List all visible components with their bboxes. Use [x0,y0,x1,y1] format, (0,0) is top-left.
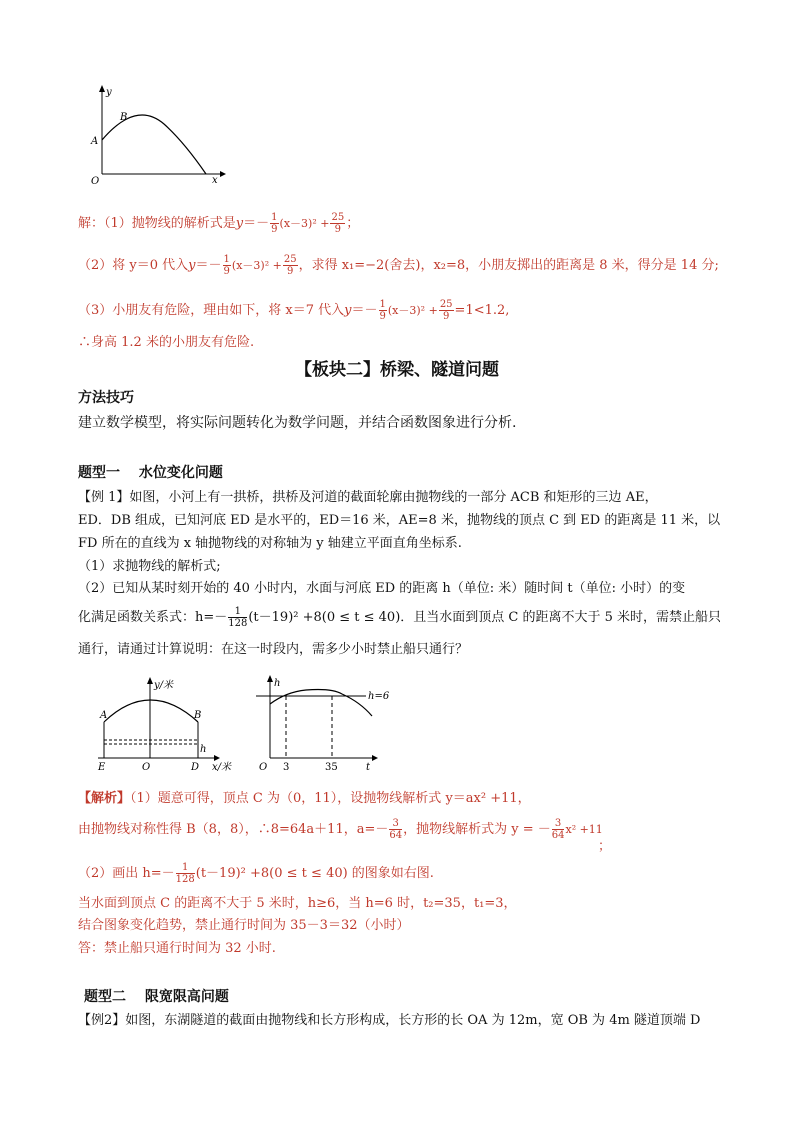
example1-line-3: FD 所在的直线为 x 轴抛物线的对称轴为 y 轴建立平面直角坐标系. [78,536,462,551]
type1-heading: 题型一 水位变化问题 [78,465,223,481]
tick-35-label: 35 [325,762,338,773]
h-axis-label: h [274,678,281,689]
y-axis-arrow [99,85,105,92]
method-body: 建立数学模型，将实际问题转化为数学问题，并结合函数图象进行分析. [78,415,517,431]
graph-parabola-throw [84,84,226,188]
analysis-line-1: 【解析】（1）题意可得，顶点 C 为（0，11），设抛物线解析式 y＝ax² +11， [78,791,531,806]
point-a-label: A [91,136,99,147]
t-axis-arrow [372,755,378,761]
x-axis-arrow [220,171,226,177]
h6-label: h=6 [368,691,390,702]
example1-line-7: 通行，请通过计算说明：在这一时段内，需多少小时禁止船只通行？ [78,642,469,657]
example1-line-6: 化满足函数关系式：h=－ $\frac{1}{128}$ (t－19)² +8(0 ≤ t ≤ 40)．且当水面到顶点 C 的距离不大于 5 米时，需禁止船只 [78,606,722,629]
point-d-label: D [191,762,200,773]
x-axis-label: x/米 [212,762,232,773]
type2-heading: 题型二 限宽限高问题 [84,989,229,1005]
bridge-arch [104,700,198,722]
y-axis-label: y/米 [154,680,174,691]
analysis-line-3: （2）画出 h=－ $\frac{1}{128}$ (t－19)² +8(0 ≤ t ≤ 40) 的图象如右图. [78,862,434,885]
solution-line-1: 解：（1）抛物线的解析式是y＝－ $\frac{1}{9}$ (x－3)² + $\frac{25}{9}$ ； [78,212,360,235]
x-axis-arrow [214,755,220,761]
fraction: $\frac{1}{9}$ [379,299,386,322]
point-e-label: E [98,762,106,773]
t-axis-label: t [366,762,371,773]
analysis-line-4: 当水面到顶点 C 的距离不大于 5 米时，h≥6，当 h=6 时，t₂=35，t₁=3， [78,896,517,911]
fraction: $\frac{3}{64}$ [551,818,565,841]
example2-line-1: 【例2】如图，东湖隧道的截面由抛物线和长方形构成，长方形的长 OA 为 12m，宽 OB 为 4m 隧道顶端 D [78,1013,701,1028]
parabola-curve [102,115,206,174]
bridge-figure [92,676,242,776]
y-axis-label: y [106,87,112,98]
example1-line-5: （2）已知从某时刻开始的 40 小时内，水面与河底 ED 的距离 h（单位: 米）随时间 t（单位: 小时）的变 [78,581,686,596]
example1-line-4: （1）求抛物线的解析式; [78,559,221,574]
analysis-line-5: 结合图象变化趋势，禁止通行时间为 35－3＝32（小时） [78,918,410,933]
solution-line-4: ∴身高 1.2 米的小朋友有危险. [78,335,255,350]
origin-label: O [91,176,100,187]
analysis-line-2: 由抛物线对称性得 B（8，8），∴8=64a＋11，a=－ $\frac{3}{64}$ ，抛物线解析式为 y = － $\frac{3}{64}$ x² +11 [78,818,603,841]
x-axis-label: x [212,175,218,186]
fraction: $\frac{1}{128}$ [175,862,195,885]
fraction: $\frac{1}{9}$ [223,254,230,277]
fraction: $\frac{25}{9}$ [331,212,345,235]
water-level-graph [256,674,396,776]
h-axis-arrow [267,675,273,682]
fraction: $\frac{1}{9}$ [271,212,278,235]
point-a-label: A [100,710,108,721]
fraction: $\frac{25}{9}$ [283,254,297,277]
fraction: $\frac{3}{64}$ [389,818,403,841]
y-axis-arrow [147,677,153,684]
origin-label: O [142,762,151,773]
analysis-line-6: 答：禁止船只通行时间为 32 小时. [78,941,276,956]
solution-line-2: （2）将 y＝0 代入y＝－ $\frac{1}{9}$ (x－3)² + $\frac{25}{9}$ ，求得 x₁=−2(舍去)，x₂=8，小朋友掷出的距离是 8 米，得分是 14 分; [78,254,719,277]
example1-line-2: ED．DB 组成，已知河底 ED 是水平的，ED＝16 米，AE=8 米，抛物线的顶点 C 到 ED 的距离是 11 米，以 [78,513,721,528]
h-curve [270,690,372,717]
method-heading: 方法技巧 [78,390,134,406]
point-b-label: B [120,112,128,123]
h-label: h [200,744,207,755]
origin-label: O [259,762,268,773]
fraction: $\frac{25}{9}$ [439,299,453,322]
tick-3-label: 3 [283,762,290,773]
section-title: 【板块二】桥梁、隧道问题 [295,360,499,380]
fraction: $\frac{1}{128}$ [228,606,248,629]
analysis-line-2-semicolon: ； [598,839,612,854]
solution-line-3: （3）小朋友有危险，理由如下，将 x＝7 代入y＝－ $\frac{1}{9}$ (x－3)² + $\frac{25}{9}$ =1<1.2, [78,299,510,322]
example1-line-1: 【例 1】如图，小河上有一拱桥，拱桥及河道的截面轮廓由抛物线的一部分 ACB 和矩形的三边 AE， [78,490,658,505]
point-b-label: B [194,710,202,721]
